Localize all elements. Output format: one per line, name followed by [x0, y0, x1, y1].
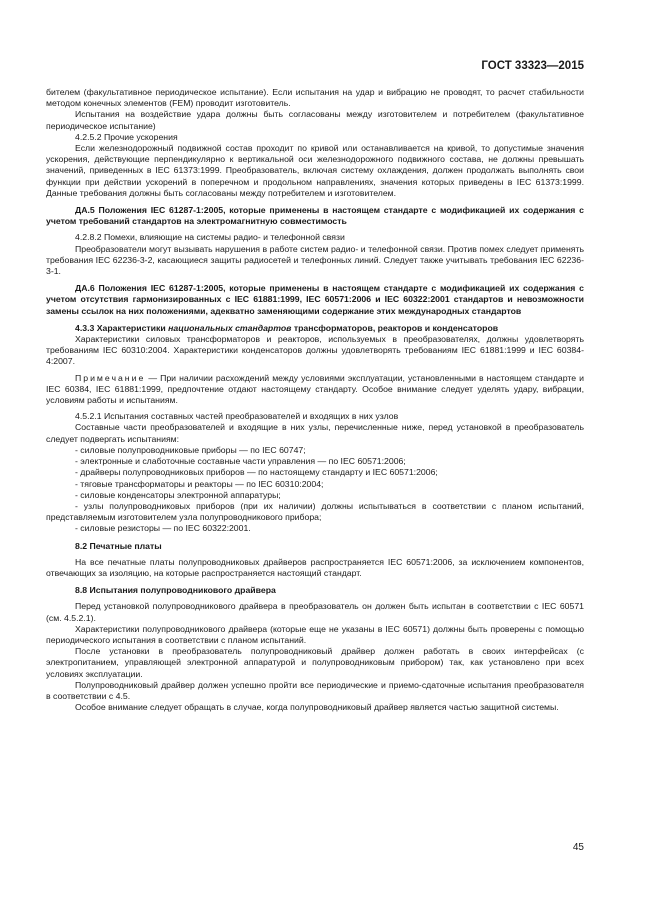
list-item: - силовые полупроводниковые приборы — по IEC 60747; — [75, 444, 306, 455]
heading-italic-part: национальных стандартов — [168, 322, 292, 333]
page-number: 45 — [572, 842, 584, 853]
document-body — [46, 87, 584, 713]
paragraph: Характеристики полупроводникового драйвера (которые еще не указаны в IEC 60571) должны быть проверены с помощью периодического испытания в соответствии с планом испытаний. — [46, 623, 584, 645]
paragraph: Полупроводниковый драйвер должен успешно пройти все периодические и приемо-сдаточные испытания преобразователя в соответствии с 4.5. — [46, 679, 584, 701]
section-heading: 8.2 Печатные платы — [75, 540, 162, 551]
heading-part: 4.3.3 Характеристики — [75, 322, 169, 333]
list-item: - электронные и слаботочные составные части управления — по IEC 60571:2006; — [75, 456, 406, 467]
paragraph: После установки в преобразователь полупроводниковый драйвер должен работать в своих интерфейсах (с электропитанием, управляющей электронной аппаратурой и полупроводниковым прибором) так, как установлено при всех условиях эксплуатации. — [46, 646, 584, 679]
list-item: - силовые резисторы — по IEC 60322:2001. — [75, 523, 251, 534]
section-heading: 8.8 Испытания полупроводникового драйвера — [75, 585, 276, 596]
paragraph: На все печатные платы полупроводниковых драйверов распространяется IEC 60571:2006, за исключением компонентов, отвечающих за изоляцию, на которые распространяется настоящий стандарт. — [46, 556, 584, 578]
section-heading: ДА.5 Положения IEC 61287-1:2005, которые применены в настоящем стандарте с модификацией их содержания с учетом требований стандартов на электромагнитную совместимость — [46, 205, 584, 227]
note-text: — При наличии расхождений между условиями эксплуатации, установленными в настоящем стандарте и IEC 60384, IEC 61881:1999, предпочтение отдают настоящему стандарту. Особое внимание следует уделять удару, вибрации, условиям работы и испытаниям. — [46, 372, 584, 406]
list-item: - силовые конденсаторы электронной аппаратуры; — [75, 489, 281, 500]
paragraph: Особое внимание следует обращать в случае, когда полупроводниковый драйвер является частью защитной системы. — [75, 702, 559, 713]
list-item: - тяговые трансформаторы и реакторы — по IEC 60310:2004; — [75, 478, 324, 489]
section-heading — [46, 323, 584, 334]
subsection-title: 4.5.2.1 Испытания составных частей преобразователей и входящих в них узлов — [75, 411, 399, 422]
paragraph: Если железнодорожный подвижной состав проходит по кривой или останавливается на кривой, то допустимые значения ускорения, действующие перпендикулярно к вертикальной оси железнодорожного подвижного состава, не должны превышать значений, приведенных в IEC 61373:1999. Преобразователь, включая систему охлаждения, должен продолжать выполнять свои функции при действии ускорений в поперечном и продольном направлениях, значения которых приведены в IEC 61373:1999. Данные требования должны быть согласованы между потребителем и изготовителем. — [46, 143, 584, 198]
subsection-title: 4.2.5.2 Прочие ускорения — [75, 131, 178, 142]
paragraph: Преобразователи могут вызывать нарушения в работе систем радио- и телефонной связи. Против помех следует применять требования IEC 62236-3-2, касающиеся защиты радиосетей и телефонных линий. Следует также учитывать требования IEC 62236-3-1. — [46, 243, 584, 277]
section-heading: ДА.6 Положения IEC 61287-1:2005, которые применены в настоящем стандарте с модификацией их содержания с учетом отсутствия гармонизированных с IEC 61881:1999, IEC 60571:2006 и IEC 60322:2001 стандартов и невозможности замены ссылок на них положениями, адекватно заменяющими содержание этих международных стандартов — [46, 283, 584, 316]
paragraph: Характеристики силовых трансформаторов и реакторов, используемых в преобразователях, должны удовлетворять требованиям IEC 60310:2004. Характеристики конденсаторов должны удовлетворять требованиям IEC 61881:1999 и IEC 60384-4:2007. — [46, 334, 584, 367]
note — [46, 373, 584, 407]
note-label: Примечание — [75, 372, 146, 383]
list-item: - узлы полупроводниковых приборов (при их наличии) должны испытываться в соответствии с планом испытаний, представляемым изготовителем узла полупроводникового прибора; — [46, 500, 584, 523]
paragraph: Испытания на воздействие удара должны быть согласованы между изготовителем и потребителем (факультативное периодическое испытание) — [46, 109, 584, 131]
subsection-title: 4.2.8.2 Помехи, влияющие на системы радио- и телефонной связи — [75, 232, 345, 243]
standard-header: ГОСТ 33323—2015 — [481, 60, 584, 72]
paragraph: бителем (факультативное периодическое испытание). Если испытания на удар и вибрацию не проводят, то расчет стабильности методом конечных элементов (FEM) проводит изготовитель. — [46, 87, 584, 109]
list-item: - драйверы полупроводниковых приборов — по настоящему стандарту и IEC 60571:2006; — [75, 467, 438, 478]
paragraph: Перед установкой полупроводникового драйвера в преобразователь он должен быть испытан в соответствии с IEC 60571 (см. 4.5.2.1). — [46, 601, 584, 623]
heading-part: трансформаторов, реакторов и конденсаторов — [291, 322, 499, 333]
paragraph: Составные части преобразователей и входящие в них узлы, перечисленные ниже, перед установкой в преобразователь следует подвергать испытаниям: — [46, 422, 584, 444]
